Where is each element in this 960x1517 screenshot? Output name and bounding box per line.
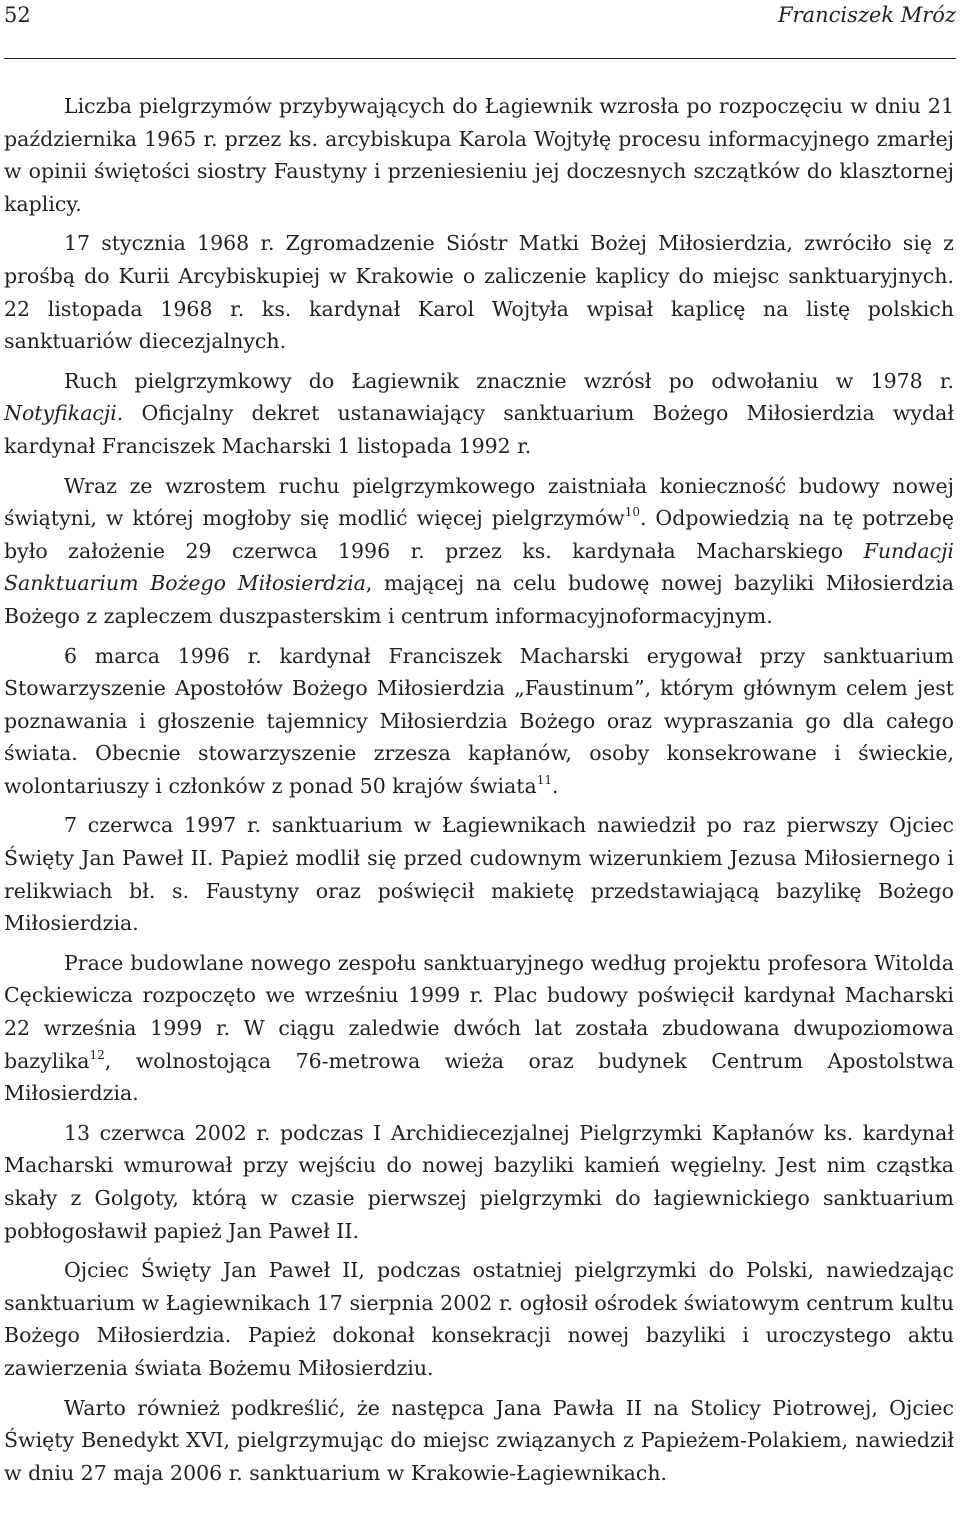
paragraph-3 (4, 365, 954, 463)
page-header (4, 0, 956, 34)
paragraph-8 (4, 1117, 954, 1247)
italic-title: Notyfikacji. (4, 401, 124, 426)
body-text (4, 90, 954, 1496)
header-rule (4, 58, 956, 59)
paragraph-text: 7 czerwca 1997 r. sanktuarium w Łagiewnikach nawiedził po raz pierwszy Ojciec Święty Jan Paweł II. Papież modlił się przed cudownym wizerunkiem Jezusa Miłosiernego i relikwiach bł. s. Faustyny oraz poświęcił makietę przedstawiającą bazylikę Bożego Miłosierdzia. (4, 813, 954, 936)
italic-title: Fundacji Sanktuarium Bożego Miłosierdzia (4, 538, 954, 596)
paragraph-text: Warto również podkreślić, że następca Jana Pawła II na Stolicy Piotrowej, Ojciec Święty Benedykt XVI, pielgrzymując do miejsc związanych z Papieżem-Polakiem, nawiedził w dniu 27 maja 2006 r. sanktuarium w Krakowie-Łagiewnikach. (4, 1395, 954, 1485)
paragraph-5 (4, 640, 954, 803)
page-number: 52 (4, 3, 31, 27)
paragraph-2 (4, 227, 954, 357)
paragraph-text: 17 stycznia 1968 r. Zgromadzenie Sióstr Matki Bożej Miłosierdzia, zwróciło się z prośbą do Kurii Arcybiskupiej w Krakowie o zaliczenie kaplicy do miejsc sanktuaryjnych. 22 listopada 1968 r. ks. kardynał Karol Wojtyła wpisał kaplicę na listę polskich sanktuariów diecezjalnych. (4, 231, 954, 354)
paragraph-text: . Odpowiedzią na tę potrzebę było założenie 29 czerwca 1996 r. przez ks. kardynała Macharskiego (4, 506, 954, 563)
footnote-marker: 10 (624, 505, 640, 520)
footnote-marker: 12 (89, 1047, 105, 1062)
paragraph-text: Prace budowlane nowego zespołu sanktuaryjnego według projektu profesora Witolda Cęckiewicza rozpoczęto we wrześniu 1999 r. Plac budowy poświęcił kardynał Macharski 22 września 1999 r. W ciągu zaledwie dwóch lat została zbudowana dwupoziomowa bazylika (4, 950, 954, 1073)
paragraph-text: Ruch pielgrzymkowy do Łagiewnik znacznie wzrósł po odwołaniu w 1978 r. (64, 368, 954, 393)
paragraph-text: Wraz ze wzrostem ruchu pielgrzymkowego zaistniała konieczność budowy nowej świątyni, w której mogłoby się modlić więcej pielgrzymów (4, 473, 954, 531)
paragraph-9 (4, 1254, 954, 1384)
paragraph-6 (4, 809, 954, 939)
paragraph-text: , wolnostojąca 76-metrowa wieża oraz budynek Centrum Apostolstwa Miłosierdzia. (4, 1048, 954, 1106)
paragraph-text: Liczba pielgrzymów przybywających do Łagiewnik wzrosła po rozpoczęciu w dniu 21 października 1965 r. przez ks. arcybiskupa Karola Wojtyłę procesu informacyjnego zmarłej w opinii świętości siostry Faustyny i przeniesieniu jej doczesnych szczątków do klasztornej kaplicy. (4, 94, 954, 216)
paragraph-text: , mającej na celu budowę nowej bazyliki Miłosierdzia Bożego z zapleczem duszpasterskim i centrum informacyjnoformacyjnym. (4, 571, 955, 628)
paragraph-text: 6 marca 1996 r. kardynał Franciszek Macharski erygował przy sanktuarium Stowarzyszenie Apostołów Bożego Miłosierdzia „Faustinum”, którym głównym celem jest poznawania i głoszenie tajemnicy Miłosierdzia Bożego oraz wypraszania go dla całego świata. Obecnie stowarzyszenie zrzesza kapłanów, osoby konsekrowane i świeckie, wolontariuszy i członków z ponad 50 krajów świata (4, 643, 954, 798)
paragraph-text: 13 czerwca 2002 r. podczas I Archidiecezjalnej Pielgrzymki Kapłanów ks. kardynał Macharski wmurował przy wejściu do nowej bazyliki kamień węgielny. Jest nim cząstka skały z Golgoty, którą w czasie pierwszej pielgrzymki do łagiewnickiego sanktuarium pobłogosławił papież Jan Paweł II. (4, 1120, 954, 1243)
paragraph-text: Ojciec Święty Jan Paweł II, podczas ostatniej pielgrzymki do Polski, nawiedzając sanktuarium w Łagiewnikach 17 sierpnia 2002 r. ogłosił ośrodek światowym centrum kultu Bożego Miłosierdzia. Papież dokonał konsekracji nowej bazyliki i uroczystego aktu zawierzenia świata Bożemu Miłosierdziu. (4, 1258, 954, 1380)
paragraph-4 (4, 470, 954, 633)
paragraph-text: Oficjalny dekret ustanawiający sanktuarium Bożego Miłosierdzia wydał kardynał Franciszek Macharski 1 listopada 1992 r. (4, 401, 954, 458)
paragraph-7 (4, 947, 954, 1110)
paragraph-text: . (552, 773, 559, 798)
running-head-author: Franciszek Mróz (777, 3, 956, 27)
paragraph-1 (4, 90, 954, 220)
paragraph-10 (4, 1392, 954, 1490)
footnote-marker: 11 (536, 772, 553, 787)
